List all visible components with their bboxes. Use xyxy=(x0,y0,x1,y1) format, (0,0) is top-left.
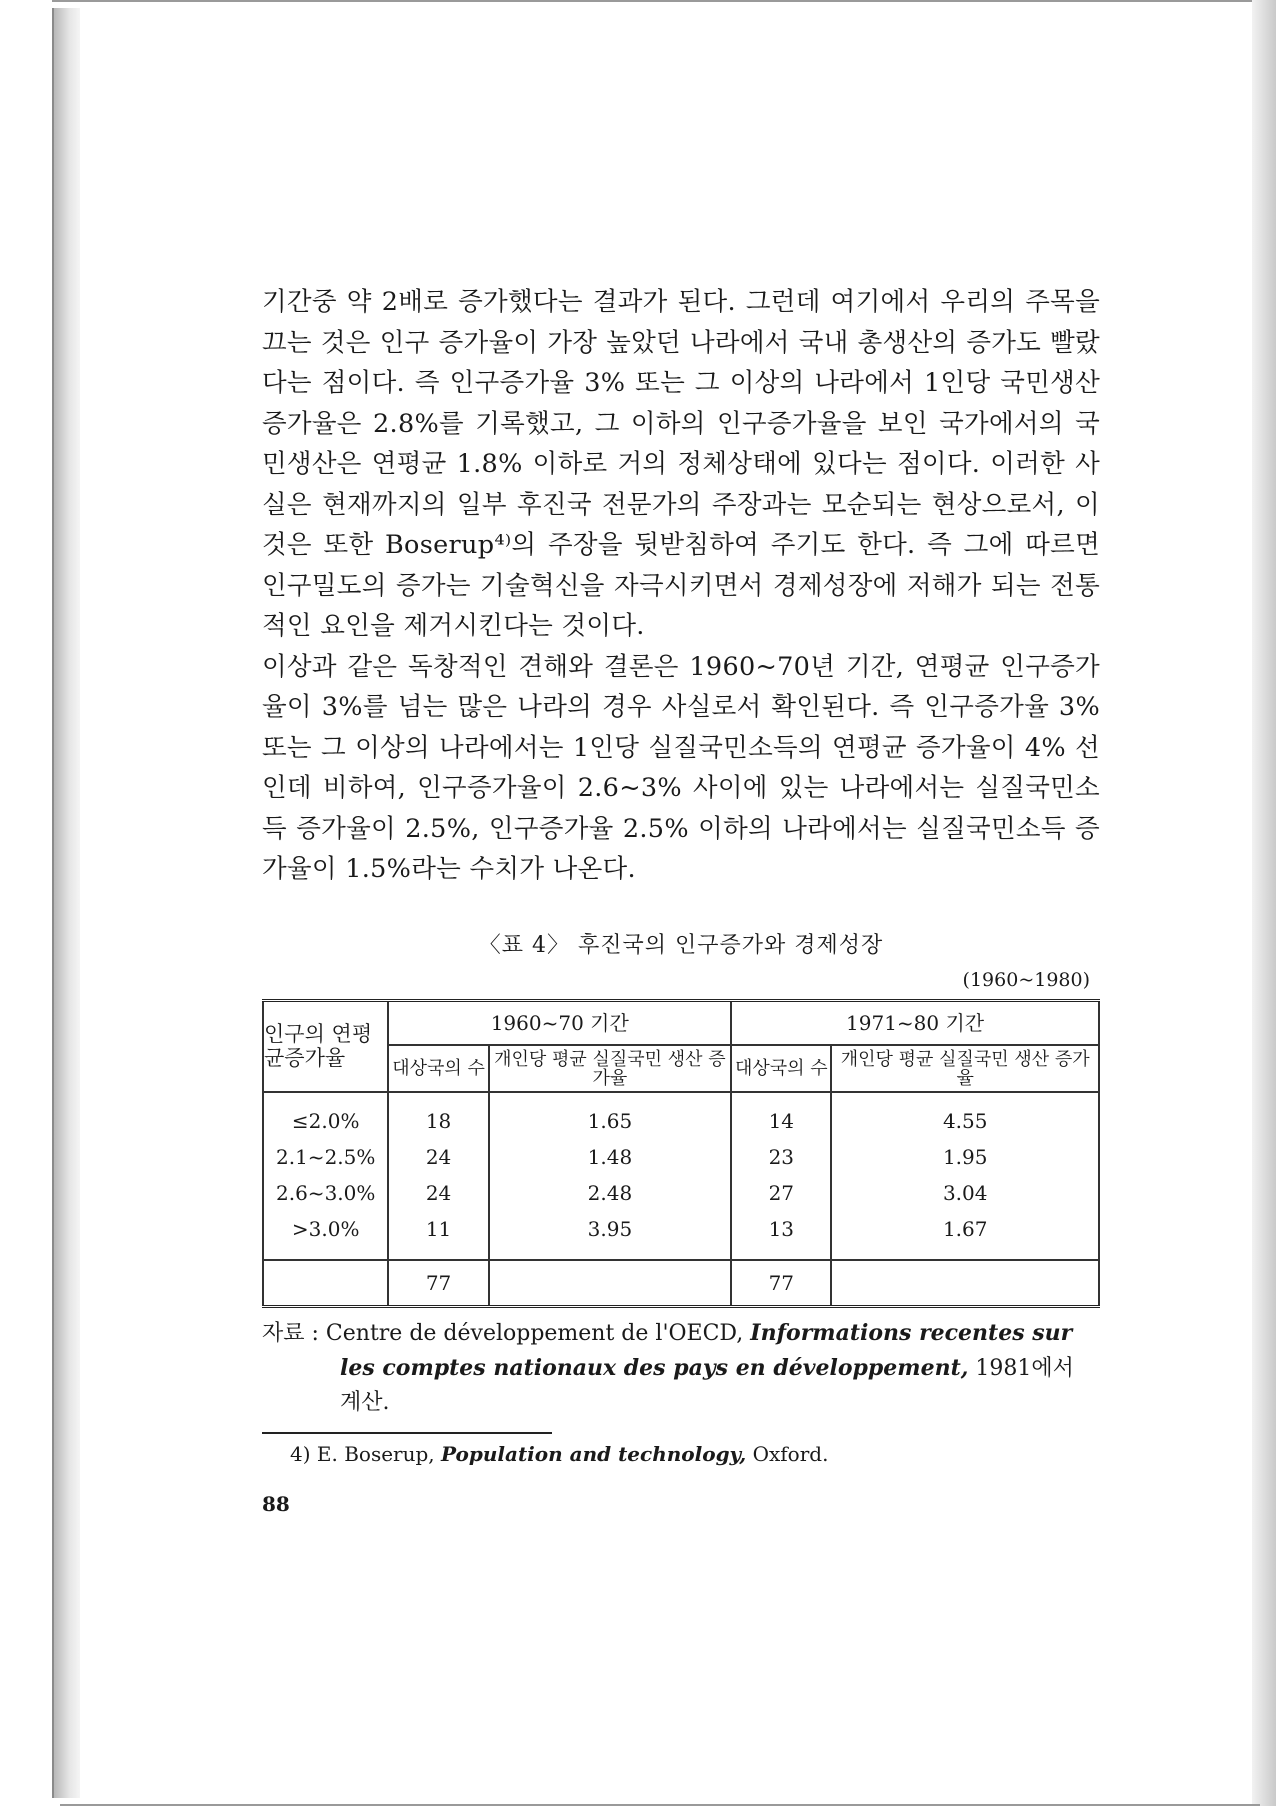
page-spine-shadow xyxy=(52,8,80,1798)
table-total-row xyxy=(263,1260,1099,1307)
growth-cell: 1.65 xyxy=(489,1092,731,1139)
population-growth-table xyxy=(262,999,1100,1308)
table-row xyxy=(263,1211,1099,1260)
source-org: Centre de développement de l'OECD, xyxy=(325,1320,744,1346)
page-edge-top xyxy=(52,0,1252,8)
page-edge-bottom xyxy=(60,1798,1260,1806)
page-number: 88 xyxy=(262,1491,290,1516)
count-cell: 27 xyxy=(731,1175,831,1211)
growth-cell: 4.55 xyxy=(831,1092,1099,1139)
page-right-shadow xyxy=(1252,0,1276,1806)
table-period: (1960~1980) xyxy=(962,968,1090,991)
table-source xyxy=(262,1316,1100,1420)
table-title: 〈표 4〉 후진국의 인구증가와 경제성장 xyxy=(478,932,884,958)
total-empty-cell xyxy=(489,1260,731,1307)
count-cell: 24 xyxy=(388,1175,488,1211)
footnote xyxy=(262,1442,1100,1466)
count-cell: 11 xyxy=(388,1211,488,1260)
total-count-2: 77 xyxy=(731,1260,831,1307)
period-header-1: 1960~70 기간 xyxy=(388,1000,731,1045)
source-tail: 1981에서 계산. xyxy=(340,1355,1074,1415)
rate-cell: ≤2.0% xyxy=(263,1092,388,1139)
count-cell: 13 xyxy=(731,1211,831,1260)
col-growth-header-2: 개인당 평균 실질국민 생산 증가율 xyxy=(831,1045,1099,1092)
rate-cell: >3.0% xyxy=(263,1211,388,1260)
paragraph-1: 기간중 약 2배로 증가했다는 결과가 된다. 그런데 여기에서 우리의 주목을 끄는 것은 인구 증가율이 가장 높았던 나라에서 국내 총생산의 증가도 빨랐다는 점이다. 즉 인구증가율 3% 또는 그 이상의 나라에서 1인당 국민생산 증가율은 2.8%를 기록했고, 그 이하의 인구증가율을 보인 국가에서의 국민생산은 연평균 1.8% 이하로 거의 정체상태에 있다는 점이다. 이러한 사실은 현재까지의 일부 후진국 전문가의 주장과는 모순되는 현상으로서, 이것은 또한 Boserup⁴⁾의 주장을 뒷받침하여 주기도 한다. 즉 그에 따르면 인구밀도의 증가는 기술혁신을 자극시키면서 경제성장에 저해가 되는 전통적인 요인을 제거시킨다는 것이다. xyxy=(262,287,1100,641)
total-count-1: 77 xyxy=(388,1260,488,1307)
growth-cell: 2.48 xyxy=(489,1175,731,1211)
growth-cell: 3.95 xyxy=(489,1211,731,1260)
rate-cell: 2.6~3.0% xyxy=(263,1175,388,1211)
row-header: 인구의 연평균증가율 xyxy=(263,1000,388,1092)
source-label: 자료 : xyxy=(262,1320,319,1346)
footnote-author: E. Boserup, xyxy=(316,1441,435,1466)
total-empty-cell xyxy=(831,1260,1099,1307)
growth-cell: 1.48 xyxy=(489,1139,731,1175)
table-row xyxy=(263,1139,1099,1175)
footnote-title: Population and technology, xyxy=(441,1441,747,1466)
col-count-header-1: 대상국의 수 xyxy=(388,1045,488,1092)
period-header-2: 1971~80 기간 xyxy=(731,1000,1099,1045)
table-row xyxy=(263,1175,1099,1211)
page-content xyxy=(262,282,1100,1516)
count-cell: 24 xyxy=(388,1139,488,1175)
total-label-cell xyxy=(263,1260,388,1307)
footnote-place: Oxford. xyxy=(752,1441,829,1466)
growth-cell: 3.04 xyxy=(831,1175,1099,1211)
rate-cell: 2.1~2.5% xyxy=(263,1139,388,1175)
paragraph-2: 이상과 같은 독창적인 견해와 결론은 1960~70년 기간, 연평균 인구증가율이 3%를 넘는 많은 나라의 경우 사실로서 확인된다. 즉 인구증가율 3% 또는 그 이상의 나라에서는 1인당 실질국민소득의 연평균 증가율이 4% 선인데 비하여, 인구증가율이 2.6~3% 사이에 있는 나라에서는 실질국민소득 증가율이 2.5%, 인구증가율 2.5% 이하의 나라에서는 실질국민소득 증가율이 1.5%라는 수치가 나온다. xyxy=(262,651,1100,884)
count-cell: 14 xyxy=(731,1092,831,1139)
table-row xyxy=(263,1092,1099,1139)
count-cell: 18 xyxy=(388,1092,488,1139)
footnote-rule xyxy=(262,1432,552,1434)
growth-cell: 1.67 xyxy=(831,1211,1099,1260)
col-count-header-2: 대상국의 수 xyxy=(731,1045,831,1092)
count-cell: 23 xyxy=(731,1139,831,1175)
footnote-number: 4) xyxy=(290,1441,311,1466)
body-text xyxy=(262,282,1100,890)
growth-cell: 1.95 xyxy=(831,1139,1099,1175)
col-growth-header-1: 개인당 평균 실질국민 생산 증가율 xyxy=(489,1045,731,1092)
source-title: Informations recentes sur les comptes nationaux des pays en développement, xyxy=(340,1319,1073,1381)
